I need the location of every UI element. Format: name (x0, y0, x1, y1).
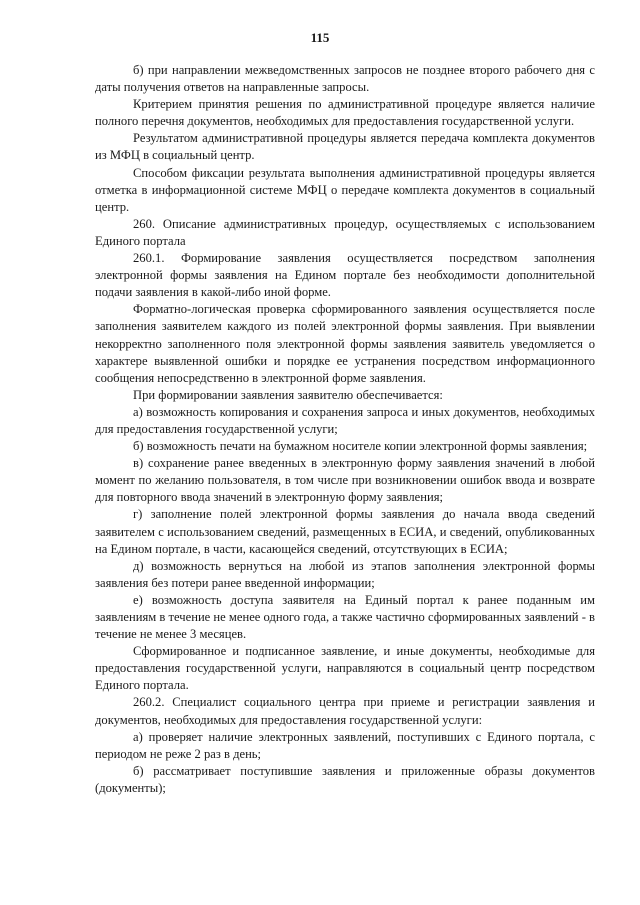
paragraph-7: При формировании заявления заявителю обеспечивается: (133, 387, 443, 402)
page-number: 115 (310, 30, 330, 45)
sublist-item-a: а) проверяет наличие электронных заявлений, поступивших с Единого портала, с периодом не реже 2 раз в день; (95, 729, 595, 761)
paragraph-6: Форматно-логическая проверка сформированного заявления осуществляется после заполнения заявителем каждого из полей электронной формы заявления. При выявлении некорректно заполненного поля электронной формы заявления заявитель уведомляется о характере выявленной ошибки и порядке ее устранения посредством информационного сообщения непосредственно в электронной форме заявления. (95, 302, 595, 385)
list-item-d: д) возможность вернуться на любой из этапов заполнения электронной формы заявления без потери ранее введенной информации; (95, 558, 595, 590)
list-item-e: е) возможность доступа заявителя на Единый портал к ранее поданным им заявлениям в течение не менее одного года, а также частично сформированных заявлений - в течение не менее 3 месяцев. (95, 592, 595, 642)
paragraph-260-1: 260.1. Формирование заявления осуществляется посредством заполнения электронной формы заявления на Едином портале без необходимости дополнительной подачи заявления в какой-либо иной форме. (95, 251, 595, 300)
document-body (95, 62, 595, 797)
list-item-g: г) заполнение полей электронной формы заявления до начала ввода сведений заявителем с использованием сведений, размещенных в ЕСИА, и сведений, опубликованных на Едином портале, в части, касающейся сведений, отсутствующих в ЕСИА; (95, 507, 595, 556)
paragraph-2: Результатом административной процедуры является передача комплекта документов из МФЦ в социальный центр. (95, 131, 595, 163)
list-item-a: а) возможность копирования и сохранения запроса и иных документов, необходимых для предоставления государственной услуги; (95, 404, 595, 436)
sublist-item-b: б) рассматривает поступившие заявления и приложенные образы документов (документы); (95, 763, 595, 795)
paragraph-3: Способом фиксации результата выполнения административной процедуры является отметка в информационной системе МФЦ о передаче комплекта документов в социальный центр. (95, 165, 595, 214)
list-item-b: б) возможность печати на бумажном носителе копии электронной формы заявления; (133, 439, 588, 454)
paragraph-260-2: 260.2. Специалист социального центра при приеме и регистрации заявления и документов, необходимых для предоставления государственной услуги: (95, 695, 595, 727)
paragraph-0: б) при направлении межведомственных запросов не позднее второго рабочего дня с даты получения ответов на направленные запросы. (95, 63, 595, 95)
list-item-v: в) сохранение ранее введенных в электронную форму заявления значений в любой момент по желанию пользователя, в том числе при возникновении ошибок ввода и возврате для повторного ввода значений в электронную форму заявления; (95, 456, 595, 505)
paragraph-1: Критерием принятия решения по административной процедуре является наличие полного перечня документов, необходимых для предоставления государственной услуги. (95, 97, 595, 129)
paragraph-14: Сформированное и подписанное заявление, и иные документы, необходимые для предоставления государственной услуги, направляются в социальный центр посредством Единого портала. (95, 644, 595, 693)
section-heading-260: 260. Описание административных процедур, осуществляемых с использованием Единого портала (95, 216, 595, 248)
